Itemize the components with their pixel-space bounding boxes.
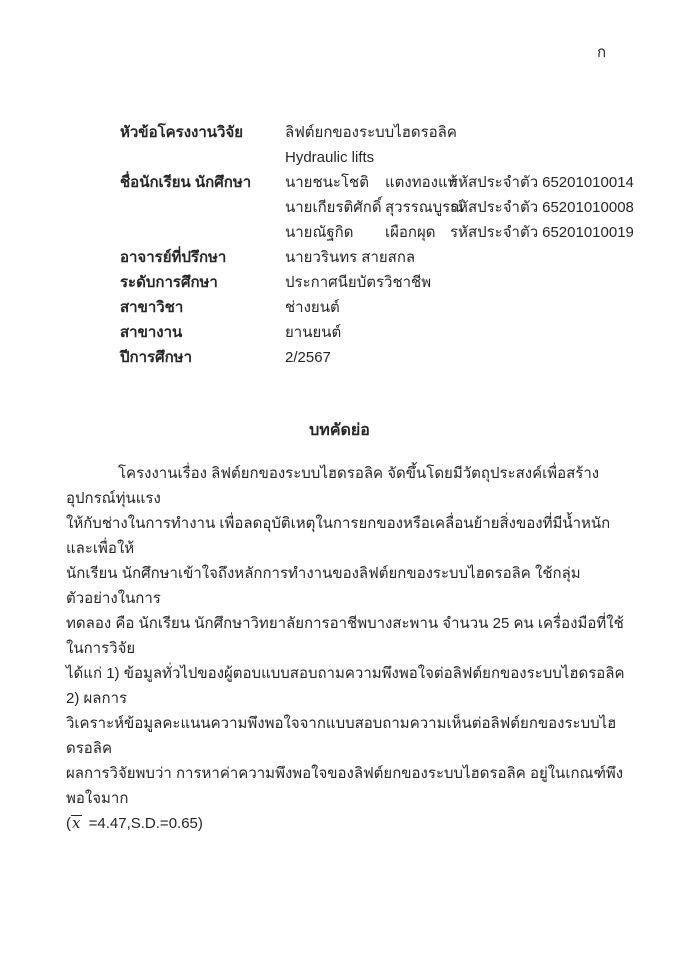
advisor-name: นายวรินทร สายสกล — [285, 249, 416, 266]
abstract-line: ให้กับช่างในการทำงาน เพื่อลดอุบัติเหตุในการยกของหรือเคลื่อนย้ายสิ่งของที่มีน้ำหนักและเพื่อให้ — [66, 515, 611, 557]
abstract-line: นักเรียน นักศึกษาเข้าใจถึงหลักการทำงานของลิฟต์ยกของระบบไฮดรอลิค ใช้กลุ่มตัวอย่างในการ — [66, 565, 581, 607]
abstract-paragraph — [66, 461, 632, 836]
info-row-title — [120, 120, 620, 145]
student-name: นายชนะโชติ — [285, 174, 369, 191]
info-row-year — [120, 345, 620, 370]
student-name: นายเกียรติศักดิ์ — [285, 199, 382, 216]
department-value: ช่างยนต์ — [285, 299, 340, 316]
field-label: สาขางาน — [120, 324, 183, 341]
empty-label — [120, 220, 285, 245]
student-id-number: 65201010008 — [542, 199, 634, 216]
project-title-en: Hydraulic lifts — [285, 149, 375, 166]
info-row-level — [120, 270, 620, 295]
student-id-number: 65201010019 — [542, 224, 634, 241]
stat-values: =4.47,S.D.=0.65) — [88, 815, 203, 832]
x-bar-symbol: x — [72, 814, 81, 832]
abstract-heading: บทคัดย่อ — [309, 422, 370, 439]
info-row-title-en — [120, 145, 620, 170]
student-id-label: รหัสประจำตัว — [450, 199, 539, 216]
student-surname: แตงทองแท้ — [385, 174, 458, 191]
student-id-label: รหัสประจำตัว — [450, 174, 539, 191]
student-surname: เผือกผุด — [385, 224, 436, 241]
department-label: สาขาวิชา — [120, 299, 184, 316]
project-title-th: ลิฟต์ยกของระบบไฮดรอลิค — [285, 124, 457, 141]
student-id — [450, 220, 634, 245]
abstract-line: ได้แก่ 1) ข้อมูลทั่วไปของผู้ตอบแบบสอบถามความพึงพอใจต่อลิฟต์ยกของระบบไฮดรอลิค 2) ผลการ — [66, 665, 625, 707]
student-id-number: 65201010014 — [542, 174, 634, 191]
level-value: ประกาศนียบัตรวิชาชีพ — [285, 274, 432, 291]
project-info-block — [120, 120, 634, 370]
abstract-stat-line — [66, 811, 632, 836]
empty-label — [120, 195, 285, 220]
abstract-line: ผลการวิจัยพบว่า การหาค่าความพึงพอใจของลิฟต์ยกของระบบไฮดรอลิค อยู่ในเกณฑ์พึงพอใจมาก — [66, 765, 624, 807]
student-id — [450, 170, 634, 195]
page-number: ก — [597, 44, 607, 61]
stat-open-paren: ( — [66, 815, 71, 832]
student-id — [450, 195, 634, 220]
info-row-student-2 — [120, 195, 634, 220]
info-row-advisor — [120, 245, 620, 270]
info-row-department — [120, 295, 620, 320]
year-value: 2/2567 — [285, 349, 331, 366]
student-id-label: รหัสประจำตัว — [450, 224, 539, 241]
abstract-line: โครงงานเรื่อง ลิฟต์ยกของระบบไฮดรอลิค จัดขึ้นโดยมีวัตถุประสงค์เพื่อสร้างอุปกรณ์ทุ่นแรง — [66, 465, 600, 507]
advisor-label: อาจารย์ที่ปรึกษา — [120, 249, 227, 266]
year-label: ปีการศึกษา — [120, 349, 192, 366]
empty-label — [120, 145, 285, 170]
student-surname: สุวรรณบูรณ์ — [385, 199, 465, 216]
level-label: ระดับการศึกษา — [120, 274, 218, 291]
student-name: นายณัฐกิด — [285, 224, 354, 241]
info-row-field — [120, 320, 620, 345]
info-row-student-1 — [120, 170, 634, 195]
abstract-line: วิเคราะห์ข้อมูลคะแนนความพึงพอใจจากแบบสอบถามความเห็นต่อลิฟต์ยกของระบบไฮดรอลิค — [66, 715, 617, 757]
project-title-label: หัวข้อโครงงานวิจัย — [120, 124, 244, 141]
info-row-student-3 — [120, 220, 634, 245]
field-value: ยานยนต์ — [285, 324, 342, 341]
students-label: ชื่อนักเรียน นักศึกษา — [120, 174, 252, 191]
abstract-line: ทดลอง คือ นักเรียน นักศึกษาวิทยาลัยการอาชีพบางสะพาน จำนวน 25 คน เครื่องมือที่ใช้ในการวิจัย — [66, 615, 624, 657]
